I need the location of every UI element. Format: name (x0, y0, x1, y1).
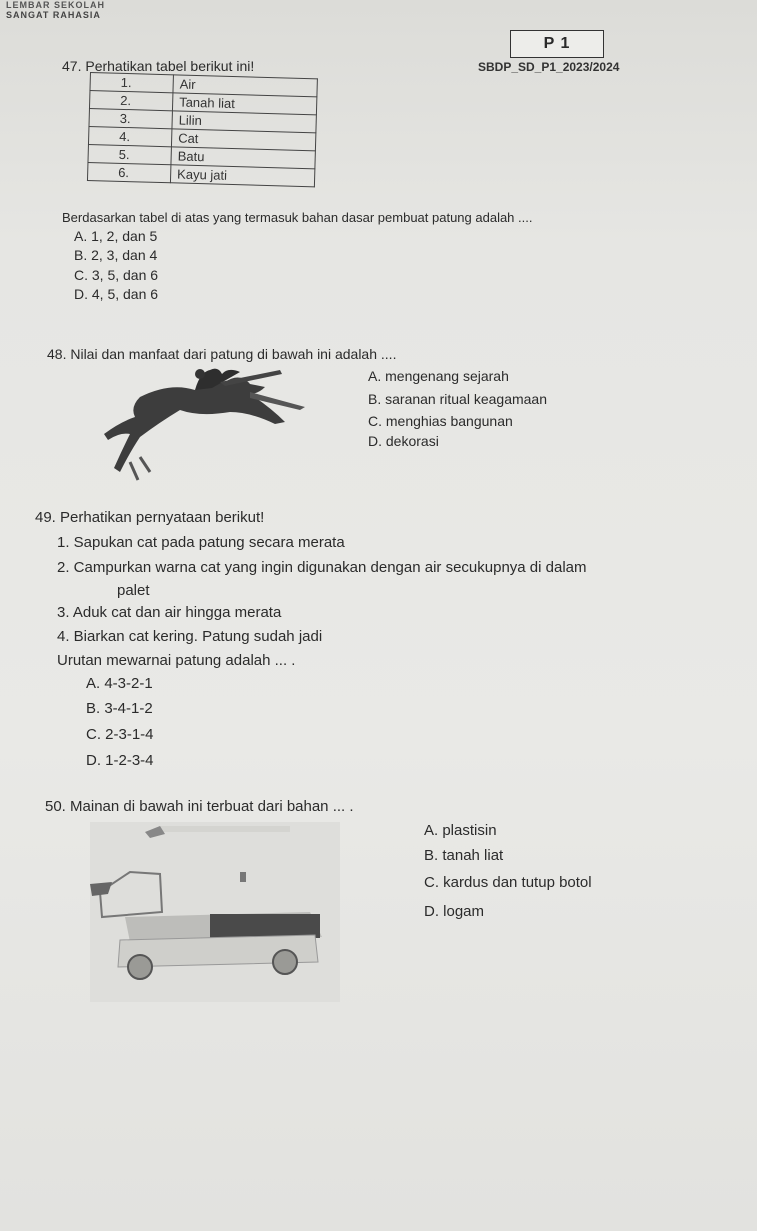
q49-option-c: C. 2-3-1-4 (86, 726, 154, 743)
packet-label: P 1 (543, 35, 571, 52)
table-num: 6. (87, 162, 170, 182)
table-item: Batu (171, 147, 315, 169)
q50-option-d: D. logam (424, 903, 485, 920)
header-line2: SANGAT RAHASIA (6, 10, 101, 20)
q49-step-1: 1. Sapukan cat pada patung secara merata (57, 534, 345, 551)
q49-prompt: 49. Perhatikan pernyataan berikut! (35, 509, 265, 526)
horse-rider-statue-image (100, 362, 340, 482)
packet-box (510, 30, 604, 58)
toy-truck-image (90, 822, 340, 1002)
table-num: 4. (88, 126, 171, 146)
table-item: Kayu jati (170, 165, 314, 187)
q50-prompt: 50. Mainan di bawah ini terbuat dari bahan ... . (45, 798, 354, 815)
table-item: Tanah liat (172, 93, 316, 115)
q49-step-2: 2. Campurkan warna cat yang ingin digunakan dengan air secukupnya di dalam (57, 559, 587, 576)
q47-option-b: B. 2, 3, dan 4 (74, 247, 158, 263)
q48-prompt: 48. Nilai dan manfaat dari patung di bawah ini adalah .... (47, 346, 397, 362)
exam-code: SBDP_SD_P1_2023/2024 (478, 60, 620, 74)
q49-option-b: B. 3-4-1-2 (86, 700, 153, 717)
q49-option-d: D. 1-2-3-4 (86, 752, 154, 769)
q48-option-b: B. saranan ritual keagamaan (368, 391, 547, 407)
q49-question: Urutan mewarnai patung adalah ... . (57, 652, 296, 669)
q50-option-a: A. plastisin (424, 822, 497, 839)
q50-option-b: B. tanah liat (424, 847, 504, 864)
q50-option-c: C. kardus dan tutup botol (424, 874, 592, 891)
q49-step-3: 3. Aduk cat dan air hingga merata (57, 604, 282, 621)
q49-option-a: A. 4-3-2-1 (86, 675, 153, 692)
q48-option-d: D. dekorasi (368, 433, 439, 449)
table-item: Cat (171, 129, 315, 151)
table-num: 3. (89, 108, 172, 128)
table-item: Lilin (172, 111, 316, 133)
q49-step-2-cont: palet (117, 582, 150, 599)
q47-option-a: A. 1, 2, dan 5 (74, 228, 158, 244)
table-num: 5. (88, 144, 171, 164)
table-item: Air (173, 75, 317, 97)
q47-option-c: C. 3, 5, dan 6 (74, 267, 159, 283)
q47-question: Berdasarkan tabel di atas yang termasuk bahan dasar pembuat patung adalah .... (62, 210, 533, 225)
table-num: 1. (90, 73, 173, 93)
header-line1: LEMBAR SEKOLAH (6, 0, 105, 10)
q48-option-a: A. mengenang sejarah (368, 368, 509, 384)
q48-option-c: C. menghias bangunan (368, 413, 513, 429)
table-num: 2. (89, 91, 172, 111)
q49-step-4: 4. Biarkan cat kering. Patung sudah jadi (57, 628, 323, 645)
q47-option-d: D. 4, 5, dan 6 (74, 286, 159, 302)
material-table (87, 72, 318, 187)
q47-prompt: 47. Perhatikan tabel berikut ini! (62, 58, 255, 74)
